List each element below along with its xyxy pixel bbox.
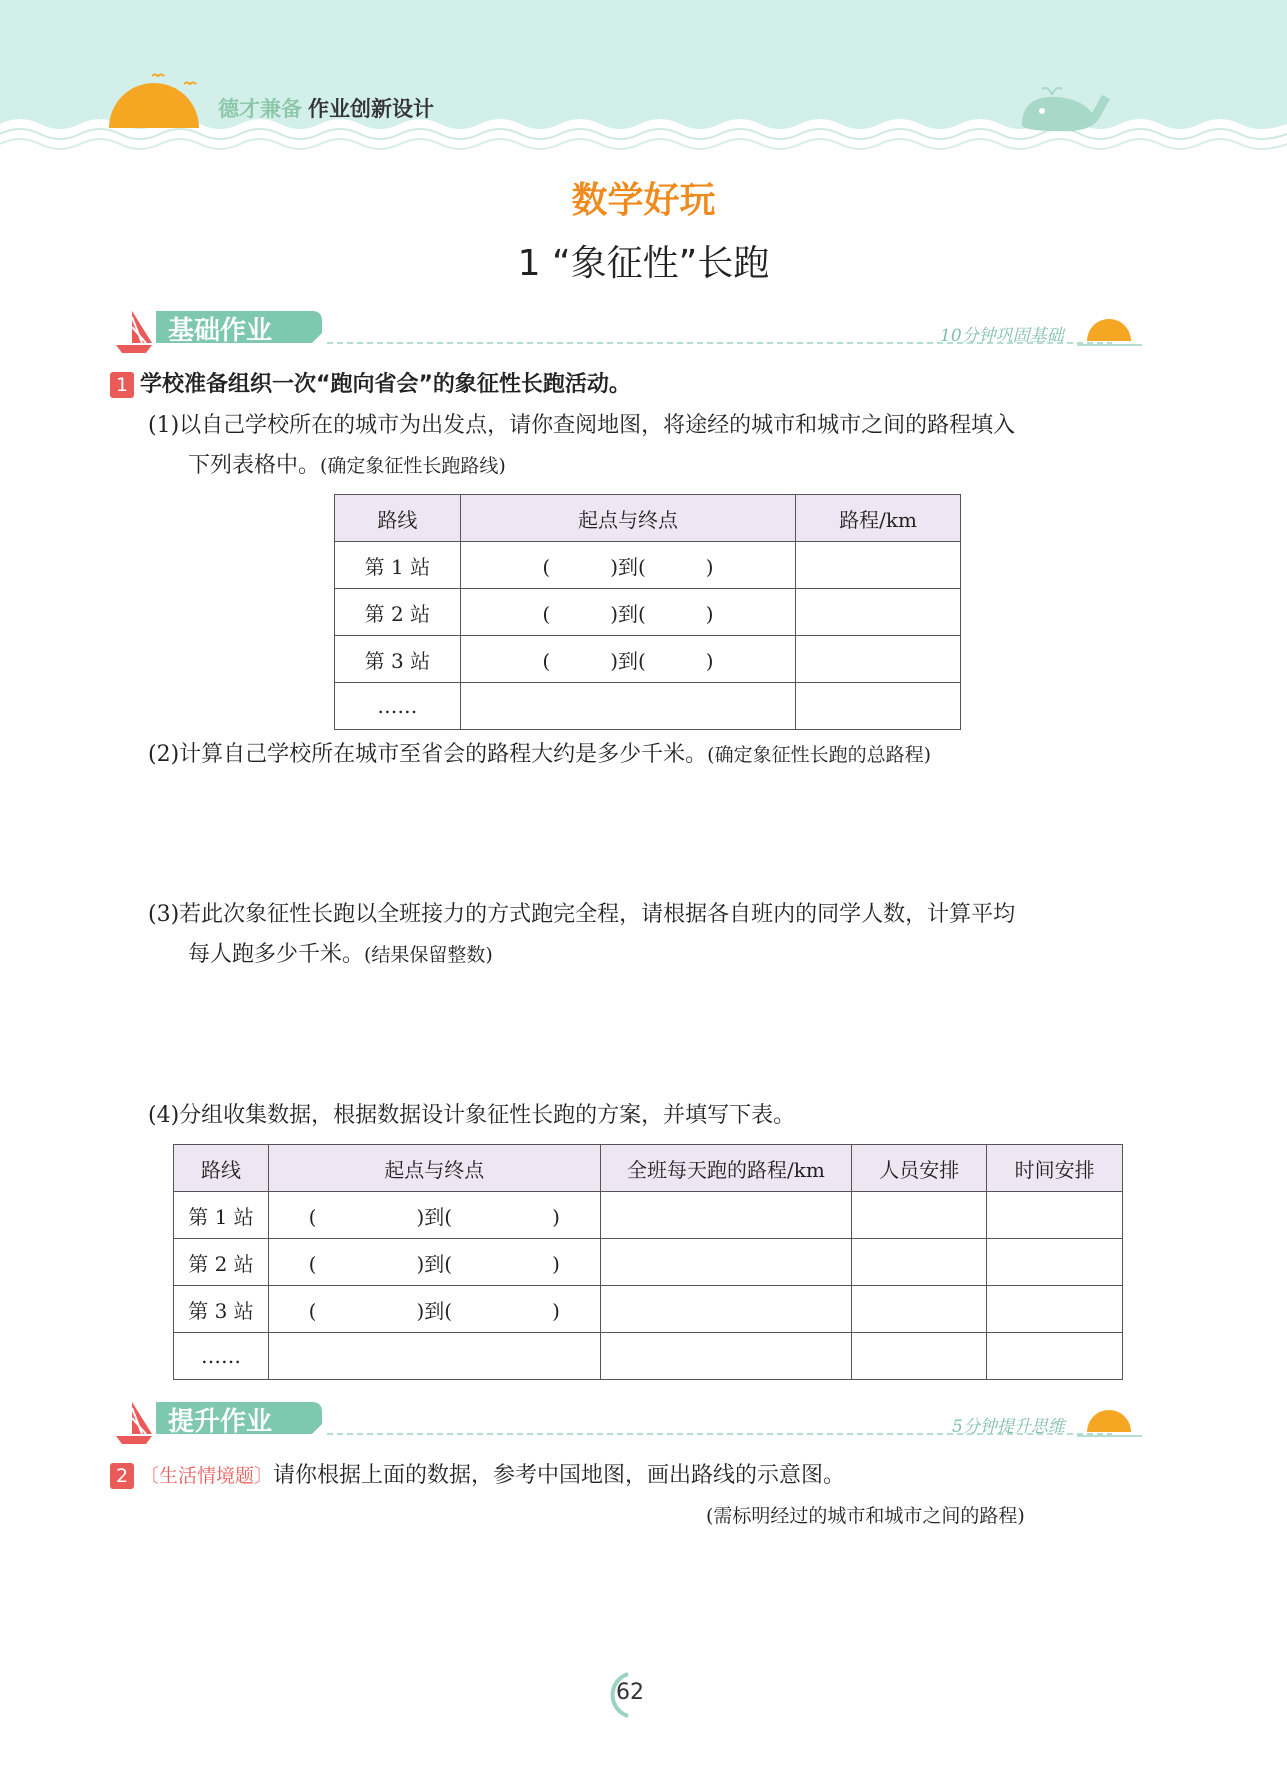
table2-cell: 第 2 站 [174,1239,269,1286]
table2-header-cell: 全班每天跑的路程/km [600,1145,852,1192]
q1-part1-text: 下列表格中。 [188,453,321,478]
sun-icon [104,70,204,130]
table2-cell[interactable] [987,1333,1123,1380]
table-row [335,542,961,589]
table-row [335,683,961,730]
table1-cell[interactable] [796,636,961,683]
table2-cell[interactable] [987,1239,1123,1286]
table1-cell[interactable]: ( )到( ) [460,589,795,636]
table1-cell[interactable]: ( )到( ) [460,636,795,683]
table1-cell[interactable]: ( )到( ) [460,542,795,589]
route-table-2 [173,1144,1123,1380]
table2-header-cell: 时间安排 [987,1145,1123,1192]
table2-cell[interactable] [987,1286,1123,1333]
table2-cell[interactable] [600,1286,852,1333]
table2-cell[interactable]: ( )到( ) [268,1192,600,1239]
table2-cell[interactable] [600,1333,852,1380]
table-row [335,636,961,683]
table1-cell[interactable] [796,683,961,730]
q1-part1-line1: (1)以自己学校所在的城市为出发点，请你查阅地图，将途经的城市和城市之间的路程填入 [148,413,1016,438]
table1-cell[interactable] [796,542,961,589]
table-row [174,1286,1123,1333]
q1-part2-text: (2)计算自己学校所在城市至省会的路程大约是多少千米。 [148,742,708,767]
page-header [0,0,1287,160]
page-number-text: 62 [616,1680,644,1705]
table2-cell: 第 1 站 [174,1192,269,1239]
table2-header-cell: 起点与终点 [268,1145,600,1192]
table2-cell[interactable] [268,1333,600,1380]
lesson-title: 1 “象征性”长跑 [517,243,770,284]
section-timer-advanced: 5分钟提升思维 [952,1417,1065,1437]
q1-part2-line [148,736,931,774]
table2-cell[interactable] [852,1333,987,1380]
table1-cell: 第 1 站 [335,542,461,589]
q1-part1-line2 [188,447,506,485]
table2-cell[interactable]: ( )到( ) [268,1239,600,1286]
section-label-basic: 基础作业 [168,316,273,346]
brand-title [218,93,434,123]
table2-cell: 第 3 站 [174,1286,269,1333]
table-row [174,1239,1123,1286]
q1-part3-line2 [188,936,493,974]
q1-part1-note: (确定象征性长跑路线) [320,455,506,477]
q2-stem-line [110,1457,845,1495]
table1-cell[interactable] [796,589,961,636]
table2-cell[interactable] [987,1192,1123,1239]
route-table-1 [334,494,961,730]
q2-stem: 请你根据上面的数据，参考中国地图，画出路线的示意图。 [273,1463,846,1488]
table2-header-cell: 路线 [174,1145,269,1192]
table-row [335,589,961,636]
q2-number-badge: 2 [110,1463,134,1489]
table1-header-cell: 路程/km [796,495,961,542]
table2-cell[interactable] [600,1239,852,1286]
table1-cell: …… [335,683,461,730]
brand-dark: 作业创新设计 [308,97,434,121]
table2-header-row [174,1145,1123,1192]
table2-cell[interactable] [600,1192,852,1239]
table1-cell: 第 2 站 [335,589,461,636]
table2-cell[interactable] [852,1286,987,1333]
q1-part2-note: (确定象征性长跑的总路程) [707,744,931,766]
table-row [174,1192,1123,1239]
q2-note: (需标明经过的城市和城市之间的路程) [706,1505,1025,1527]
table2-header-cell: 人员安排 [852,1145,987,1192]
q1-part4-line: (4)分组收集数据，根据数据设计象征性长跑的方案，并填写下表。 [148,1103,796,1128]
table2-cell[interactable] [852,1192,987,1239]
table2-cell[interactable] [852,1239,987,1286]
table1-header-row [335,495,961,542]
section-label-advanced: 提升作业 [168,1407,273,1437]
main-title: 数学好玩 [571,180,716,221]
page-number [600,1670,660,1720]
q2-tag: 〔生活情境题〕 [140,1465,274,1487]
table1-header-cell: 路线 [335,495,461,542]
brand-colored: 德才兼备 [218,97,302,121]
table1-cell[interactable] [460,683,795,730]
table2-cell: …… [174,1333,269,1380]
table1-header-cell: 起点与终点 [460,495,795,542]
q1-stem-line [110,366,631,404]
q1-part3-text: 每人跑多少千米。 [188,942,365,967]
q1-part3-note: (结果保留整数) [364,944,493,966]
whale-icon [1012,75,1112,135]
q1-part3-line1: (3)若此次象征性长跑以全班接力的方式跑完全程，请根据各自班内的同学人数，计算平均 [148,902,1016,927]
section-timer-basic: 10分钟巩固基础 [940,326,1064,346]
table1-cell: 第 3 站 [335,636,461,683]
q1-stem: 学校准备组织一次“跑向省会”的象征性长跑活动。 [140,372,631,397]
table-row [174,1333,1123,1380]
table2-cell[interactable]: ( )到( ) [268,1286,600,1333]
q1-number-badge: 1 [110,372,134,398]
